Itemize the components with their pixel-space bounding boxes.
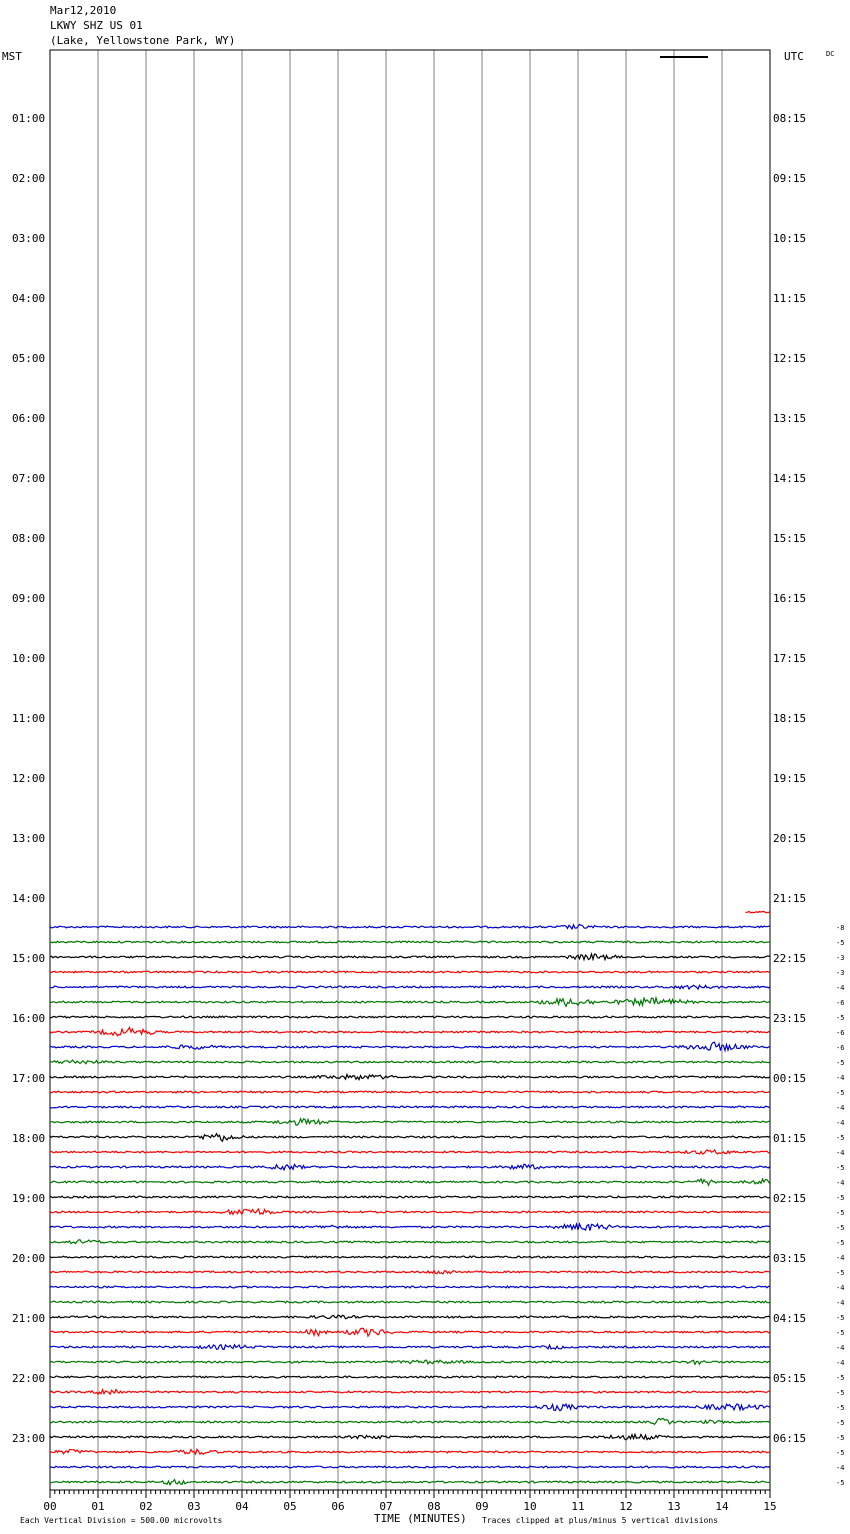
seismic-trace-32	[50, 1376, 770, 1378]
trace-offset-label: -8	[836, 924, 845, 932]
mst-hour-label: 07:00	[12, 472, 46, 485]
trace-offset-label: -4	[836, 984, 845, 992]
seismic-trace-11	[50, 1060, 770, 1064]
x-tick-label: 04	[235, 1500, 249, 1513]
x-tick-label: 12	[619, 1500, 633, 1513]
seismic-trace-12	[50, 1075, 770, 1080]
seismic-trace-1	[746, 911, 770, 912]
seismic-trace-2	[50, 925, 770, 930]
mst-hour-label: 19:00	[12, 1192, 46, 1205]
seismic-trace-9	[50, 1028, 770, 1036]
scale-note: Each Vertical Division = 500.00 microvolts	[20, 1516, 223, 1525]
seismic-trace-35	[50, 1418, 770, 1424]
x-tick-label: 07	[379, 1500, 393, 1513]
seismic-trace-6	[50, 985, 770, 989]
trace-offset-label: -3	[836, 969, 845, 977]
x-tick-label: 15	[763, 1500, 777, 1513]
trace-offset-label: -6	[836, 1029, 845, 1037]
trace-offset-label: -3	[836, 954, 845, 962]
trace-offset-label: -5	[836, 1164, 845, 1172]
seismic-trace-37	[50, 1449, 770, 1454]
utc-hour-label: 18:15	[773, 712, 807, 725]
mst-hour-label: 10:00	[12, 652, 46, 665]
plot-frame	[50, 50, 770, 1490]
seismic-trace-25	[50, 1271, 770, 1274]
clip-note: Traces clipped at plus/minus 5 vertical divisions	[482, 1516, 719, 1525]
x-axis-label: TIME (MINUTES)	[374, 1512, 467, 1525]
utc-hour-label: 16:15	[773, 592, 807, 605]
utc-hour-label: 15:15	[773, 532, 807, 545]
seismic-trace-17	[50, 1150, 770, 1154]
mst-hour-label: 23:00	[12, 1432, 46, 1445]
station-code: LKWY SHZ US 01	[50, 19, 143, 32]
seismic-trace-4	[50, 954, 770, 960]
x-tick-label: 13	[667, 1500, 681, 1513]
trace-offset-label: -5	[836, 1434, 845, 1442]
trace-offset-label: -4	[836, 1254, 845, 1262]
trace-offset-label: -5	[836, 1014, 845, 1022]
seismic-trace-34	[50, 1404, 770, 1411]
utc-hour-label: 19:15	[773, 772, 807, 785]
trace-offset-label: -5	[836, 939, 845, 947]
mst-hour-label: 03:00	[12, 232, 46, 245]
mst-hour-label: 04:00	[12, 292, 46, 305]
seismic-trace-19	[50, 1179, 770, 1185]
utc-hour-label: 04:15	[773, 1312, 807, 1325]
seismic-trace-13	[50, 1091, 770, 1093]
trace-offset-label: -4	[836, 1119, 845, 1127]
utc-hour-label: 14:15	[773, 472, 807, 485]
trace-offset-label: -5	[836, 1314, 845, 1322]
x-tick-label: 08	[427, 1500, 441, 1513]
trace-offset-label: -5	[836, 1059, 845, 1067]
utc-hour-label: 12:15	[773, 352, 807, 365]
plot-date: Mar12,2010	[50, 4, 117, 17]
mst-hour-label: 22:00	[12, 1372, 46, 1385]
utc-hour-label: 03:15	[773, 1252, 807, 1265]
utc-hour-label: 20:15	[773, 832, 807, 845]
trace-offset-label: -4	[836, 1149, 845, 1157]
coupling-label: DC	[826, 50, 835, 58]
seismic-trace-3	[50, 941, 770, 943]
seismic-trace-29	[50, 1328, 770, 1336]
seismic-trace-30	[50, 1345, 770, 1350]
utc-hour-label: 17:15	[773, 652, 807, 665]
mst-hour-label: 18:00	[12, 1132, 46, 1145]
utc-hour-label: 22:15	[773, 952, 807, 965]
mst-hour-label: 01:00	[12, 112, 46, 125]
mst-hour-label: 15:00	[12, 952, 46, 965]
x-tick-label: 02	[139, 1500, 153, 1513]
seismic-trace-15	[50, 1119, 770, 1125]
utc-hour-label: 09:15	[773, 172, 807, 185]
mst-hour-label: 11:00	[12, 712, 46, 725]
trace-offset-label: -6	[836, 999, 845, 1007]
trace-offset-label: -5	[836, 1224, 845, 1232]
seismic-trace-28	[50, 1315, 770, 1319]
trace-offset-label: -4	[836, 1104, 845, 1112]
utc-hour-label: 08:15	[773, 112, 807, 125]
left-zone-label: MST	[2, 50, 22, 63]
mst-hour-label: 05:00	[12, 352, 46, 365]
seismic-trace-24	[50, 1256, 770, 1258]
utc-hour-label: 06:15	[773, 1432, 807, 1445]
mst-hour-label: 06:00	[12, 412, 46, 425]
trace-offset-label: -5	[836, 1134, 845, 1142]
mst-hour-label: 02:00	[12, 172, 46, 185]
seismic-trace-18	[50, 1164, 770, 1170]
seismic-trace-33	[50, 1390, 770, 1395]
x-tick-label: 10	[523, 1500, 537, 1513]
trace-offset-label: -5	[836, 1374, 845, 1382]
x-tick-label: 14	[715, 1500, 729, 1513]
seismic-traces	[50, 911, 770, 1484]
x-tick-label: 09	[475, 1500, 489, 1513]
trace-offset-label: -4	[836, 1284, 845, 1292]
seismic-trace-38	[50, 1466, 770, 1468]
mst-hour-label: 08:00	[12, 532, 46, 545]
seismic-trace-21	[50, 1209, 770, 1214]
trace-offset-label: -5	[836, 1479, 845, 1487]
trace-offset-label: -4	[836, 1179, 845, 1187]
utc-hour-label: 02:15	[773, 1192, 807, 1205]
x-axis	[43, 1490, 776, 1513]
seismic-trace-39	[50, 1480, 770, 1485]
right-zone-label: UTC	[784, 50, 804, 63]
seismic-trace-10	[50, 1042, 770, 1050]
trace-offset-label: -5	[836, 1404, 845, 1412]
trace-offset-label: -5	[836, 1194, 845, 1202]
utc-hour-label: 23:15	[773, 1012, 807, 1025]
mst-hour-label: 14:00	[12, 892, 46, 905]
trace-offset-label: -4	[836, 1074, 845, 1082]
seismic-trace-8	[50, 1016, 770, 1018]
seismic-trace-26	[50, 1286, 770, 1288]
trace-offset-label: -5	[836, 1329, 845, 1337]
mst-hour-labels	[12, 112, 45, 1445]
mst-hour-label: 09:00	[12, 592, 46, 605]
station-location: (Lake, Yellowstone Park, WY)	[50, 34, 236, 47]
trace-offset-label: -5	[836, 1089, 845, 1097]
mst-hour-label: 17:00	[12, 1072, 46, 1085]
utc-hour-label: 01:15	[773, 1132, 807, 1145]
trace-offset-label: -4	[836, 1299, 845, 1307]
x-tick-label: 00	[43, 1500, 57, 1513]
x-tick-label: 11	[571, 1500, 585, 1513]
mst-hour-label: 12:00	[12, 772, 46, 785]
mst-hour-label: 13:00	[12, 832, 46, 845]
trace-offset-label: -5	[836, 1389, 845, 1397]
seismic-trace-7	[50, 998, 770, 1006]
seismic-trace-31	[50, 1360, 770, 1364]
trace-offset-label: -5	[836, 1269, 845, 1277]
utc-hour-label: 05:15	[773, 1372, 807, 1385]
trace-offset-label: -4	[836, 1464, 845, 1472]
seismic-trace-5	[50, 971, 770, 973]
x-tick-label: 05	[283, 1500, 297, 1513]
seismic-trace-23	[50, 1240, 770, 1244]
trace-offset-label: -5	[836, 1419, 845, 1427]
seismic-trace-27	[50, 1301, 770, 1303]
mst-hour-label: 20:00	[12, 1252, 46, 1265]
utc-hour-labels	[773, 112, 806, 1445]
utc-hour-label: 00:15	[773, 1072, 807, 1085]
seismic-trace-20	[50, 1196, 770, 1198]
seismic-trace-36	[50, 1434, 770, 1440]
utc-hour-label: 13:15	[773, 412, 807, 425]
trace-offset-label: -6	[836, 1044, 845, 1052]
x-tick-label: 03	[187, 1500, 201, 1513]
seismic-trace-14	[50, 1106, 770, 1108]
x-tick-label: 06	[331, 1500, 345, 1513]
utc-hour-label: 10:15	[773, 232, 807, 245]
trace-offset-label: -5	[836, 1239, 845, 1247]
seismic-trace-22	[50, 1224, 770, 1231]
utc-hour-label: 11:15	[773, 292, 807, 305]
minute-gridlines	[98, 50, 722, 1490]
mst-hour-label: 21:00	[12, 1312, 46, 1325]
mst-hour-label: 16:00	[12, 1012, 46, 1025]
trace-offset-label: -4	[836, 1344, 845, 1352]
trace-offset-label: -4	[836, 1359, 845, 1367]
x-tick-label: 01	[91, 1500, 105, 1513]
trace-offset-labels	[836, 924, 844, 1487]
trace-offset-label: -5	[836, 1449, 845, 1457]
trace-offset-label: -5	[836, 1209, 845, 1217]
utc-hour-label: 21:15	[773, 892, 807, 905]
seismic-trace-16	[50, 1134, 770, 1141]
